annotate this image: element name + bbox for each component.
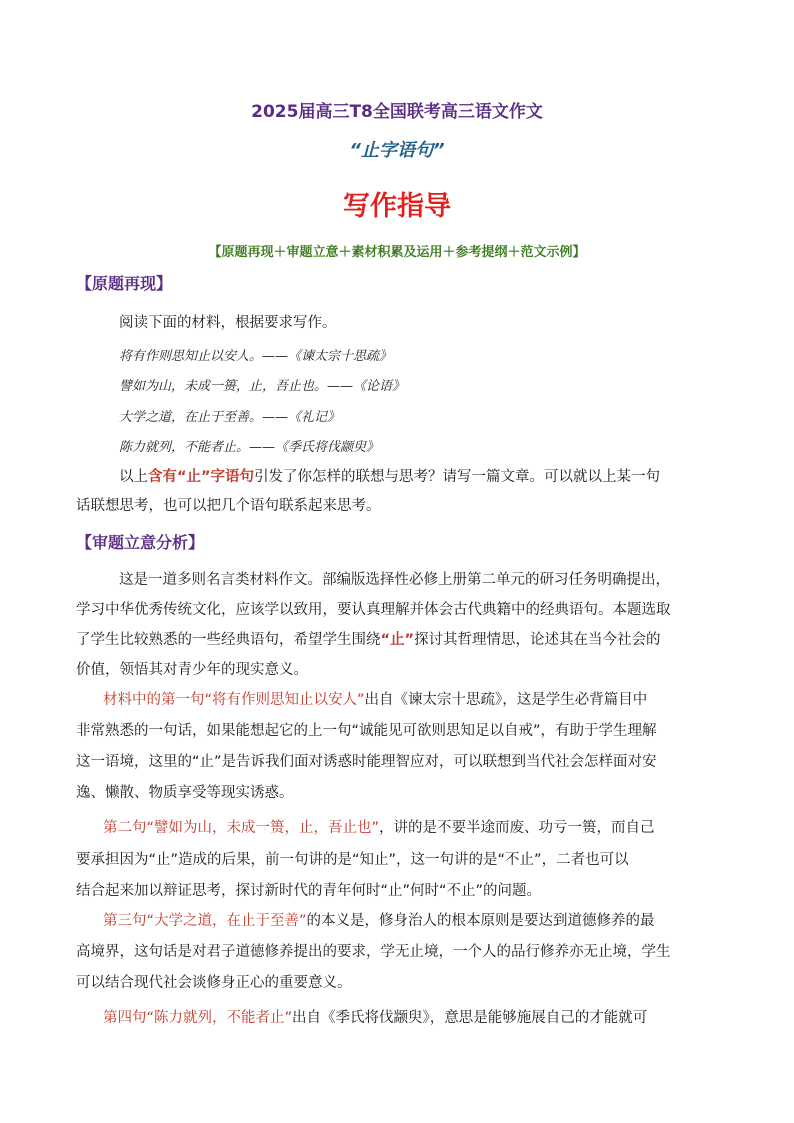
- question-prompt-line2: 话联想思考，也可以把几个语句联系起来思考。: [76, 498, 381, 514]
- analysis-p4-line1: [103, 911, 655, 931]
- question-intro: 阅读下面的材料，根据要求写作。: [119, 315, 337, 331]
- analysis-p3-line1: [103, 818, 655, 838]
- analysis-p2-line2: 非常熟悉的一句话，如果能想起它的上一句“诚能见可欲则思知足以自戒”，有助于学生理解: [76, 723, 657, 739]
- analysis-p2-line4: 逸、懒散、物质享受等现实诱惑。: [76, 785, 294, 801]
- p3-text: ，讲的是不要半途而废、功亏一篑，而自己: [379, 820, 655, 836]
- analysis-p3-line3: 结合起来加以辩证思考，探讨新时代的青年何时“止”何时“不止”的问题。: [76, 883, 542, 899]
- quote-1: 将有作则思知止以安人。——《谏太宗十思疏》: [119, 349, 393, 364]
- analysis-p2-line3: 这一语境，这里的“止”是告诉我们面对诱惑时能理智应对，可以联想到当代社会怎样面对安: [76, 754, 657, 770]
- document-topic: “止字语句”: [349, 140, 445, 161]
- p3-highlight: 第二句“譬如为山，未成一篑，止，吾止也”: [103, 820, 380, 836]
- analysis-p1-line3: [76, 630, 661, 650]
- p5-text: 出自《季氏将伐颛臾》，意思是能够施展自己的才能就可: [292, 1010, 648, 1026]
- analysis-p1-line1: 这是一道多则名言类材料作文。部编版选择性必修上册第二单元的研习任务明确提出，: [119, 572, 670, 588]
- analysis-p1-line2: 学习中华优秀传统文化，应该学以致用，要认真理解并体会古代典籍中的经典语句。本题选取: [76, 602, 671, 618]
- document-title: 2025届高三T8全国联考高三语文作文: [251, 102, 543, 122]
- p4-text: 的本义是，修身治人的根本原则是要达到道德修养的最: [306, 913, 655, 929]
- document-outline: 【原题再现＋审题立意＋素材积累及运用＋参考提纲＋范文示例】: [208, 245, 586, 260]
- prompt-highlight: 含有“止”字语句: [148, 469, 255, 485]
- p2-highlight: 材料中的第一句“将有作则思知止以安人”: [103, 692, 365, 708]
- analysis-p4-line2: 高境界，这句话是对君子道德修养提出的要求，学无止境，一个人的品行修养亦无止境，学生: [76, 944, 671, 960]
- quote-4: 陈力就列，不能者止。——《季氏将伐颛臾》: [119, 440, 380, 455]
- question-prompt: [119, 467, 660, 487]
- analysis-p4-line3: 可以结合现代社会谈修身正心的重要意义。: [76, 975, 352, 991]
- p2-text: 出自《谏太宗十思疏》，这是学生必背篇目中: [364, 692, 648, 708]
- p4-highlight: 第三句“大学之道，在止于至善”: [103, 913, 307, 929]
- p1-text: 了学生比较熟悉的一些经典语句，希望学生围绕: [76, 632, 381, 648]
- quote-2: 譬如为山，未成一篑，止，吾止也。——《论语》: [119, 379, 406, 394]
- prompt-text-a: 以上: [119, 469, 148, 485]
- prompt-text-b: 引发了你怎样的联想与思考？请写一篇文章。可以就以上某一句: [254, 469, 661, 485]
- p1-highlight: “止”: [380, 632, 415, 648]
- analysis-p3-line2: 要承担因为“止”造成的后果，前一句讲的是“知止”，这一句讲的是“不止”，二者也可以: [76, 852, 629, 868]
- analysis-p1-line4: 价值，领悟其对青少年的现实意义。: [76, 662, 308, 678]
- p5-highlight: 第四句“陈力就列，不能者止”: [103, 1010, 293, 1026]
- section-heading-analysis: 【审题立意分析】: [76, 533, 205, 552]
- document-heading: 写作指导: [343, 191, 451, 222]
- analysis-p2-line1: [103, 690, 647, 710]
- analysis-p5-line1: [103, 1008, 647, 1028]
- section-heading-original-question: 【原题再现】: [76, 274, 173, 293]
- quote-3: 大学之道，在止于至善。——《礼记》: [119, 410, 341, 425]
- p1-tail: 探讨其哲理情思，论述其在当今社会的: [414, 632, 661, 648]
